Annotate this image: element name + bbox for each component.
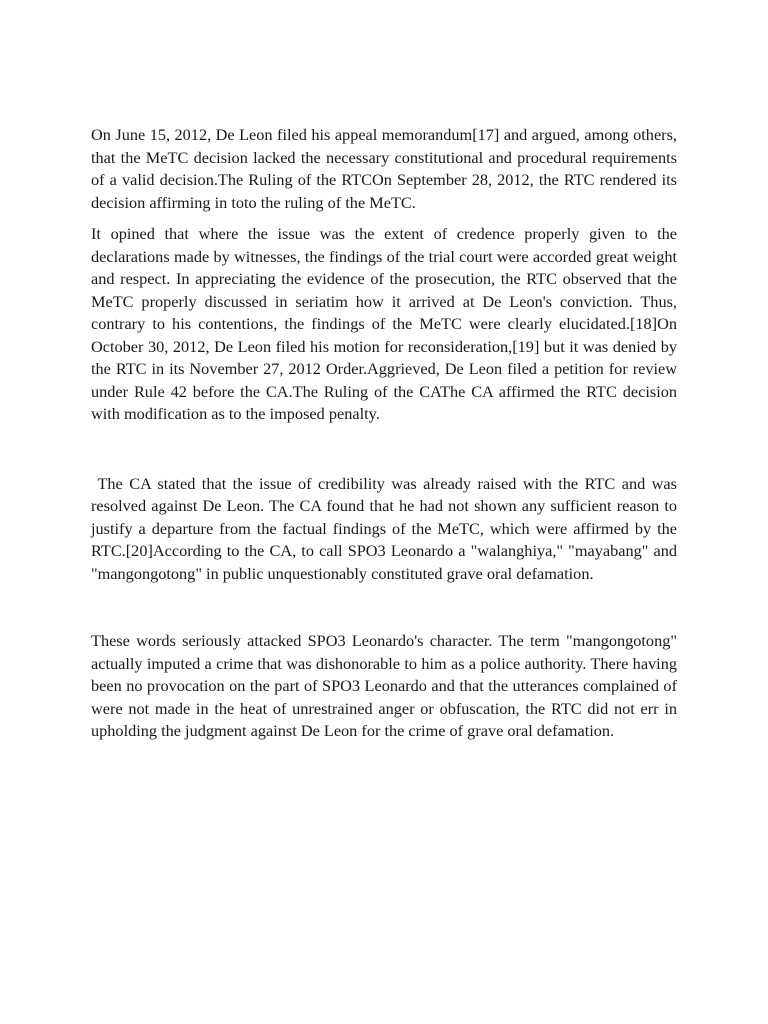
paragraph-appeal-memorandum: On June 15, 2012, De Leon filed his appeal memorandum[17] and argued, among others, that the MeTC decision lacked the necessary constitutional and procedural requirements of a valid decision.The Ruling of the RTCOn September 28, 2012, the RTC rendered its decision affirming in toto the ruling of the MeTC.: [91, 125, 677, 212]
paragraph-ca-credibility: The CA stated that the issue of credibility was already raised with the RTC and was resolved against De Leon. The CA found that he had not shown any sufficient reason to justify a departure from the factual findings of the MeTC, which were affirmed by the RTC.[20]According to the CA, to call SPO3 Leonardo a "walanghiya," "mayabang" and "mangongotong" in public unquestionably constituted grave oral defamation.: [91, 473, 682, 583]
paragraph-rtc-opinion: It opined that where the issue was the extent of credence properly given to the declarations made by witnesses, the findings of the trial court were accorded great weight and respect. In appreciating the evidence of the prosecution, the RTC observed that the MeTC properly discussed in seriatim how it arrived at De Leon's conviction. Thus, contrary to his contentions, the findings of the MeTC were clearly elucidated.[18]On October 30, 2012, De Leon filed his motion for reconsideration,[19] but it was denied by the RTC in its November 27, 2012 Order.Aggrieved, De Leon filed a petition for review under Rule 42 before the CA.The Ruling of the CAThe CA affirmed the RTC decision with modification as to the imposed penalty.: [91, 224, 677, 423]
paragraph-defamation-conclusion: These words seriously attacked SPO3 Leonardo's character. The term "mangongotong" actually imputed a crime that was dishonorable to him as a police authority. There having been no provocation on the part of SPO3 Leonardo and that the utterances complained of were not made in the heat of unrestrained anger or obfuscation, the RTC did not err in upholding the judgment against De Leon for the crime of grave oral defamation.: [91, 631, 677, 740]
document-body: [91, 124, 682, 743]
